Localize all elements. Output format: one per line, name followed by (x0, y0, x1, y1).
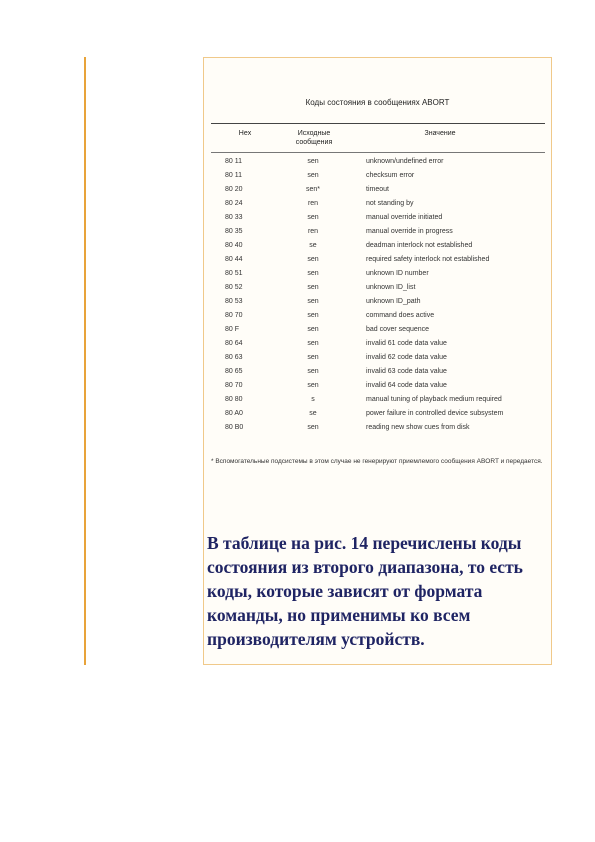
cell-hex: 80 11 (225, 172, 242, 179)
cell-source: sen* (305, 186, 320, 193)
table-row (211, 225, 545, 239)
cell-source: sen (307, 354, 319, 361)
cell-source: sen (307, 270, 319, 277)
cell-hex: 80 51 (225, 270, 243, 277)
cell-source: ren (307, 228, 319, 235)
table-row (211, 309, 545, 323)
cell-meaning: invalid 63 code data value (366, 368, 447, 375)
cell-meaning: invalid 61 code data value (366, 340, 447, 347)
cell-source: sen (307, 368, 319, 375)
cell-source: sen (307, 172, 319, 179)
table-row (211, 239, 545, 253)
cell-source: sen (307, 256, 319, 263)
cell-meaning: not standing by (366, 200, 414, 207)
cell-meaning: unknown/undefined error (366, 158, 444, 165)
table-row (211, 281, 545, 295)
cell-meaning: unknown ID_path (366, 298, 421, 305)
table-row (211, 407, 545, 421)
accent-line (84, 57, 86, 665)
cell-meaning: unknown ID number (366, 270, 429, 277)
cell-source: sen (307, 298, 319, 305)
cell-hex: 80 70 (225, 382, 243, 389)
table-body (211, 155, 545, 435)
header-source: Исходные сообщения (295, 130, 333, 146)
table-row (211, 323, 545, 337)
table-row (211, 211, 545, 225)
table-row (211, 337, 545, 351)
cell-source: sen (307, 158, 319, 165)
cell-meaning: manual override initiated (366, 214, 443, 221)
cell-meaning: checksum error (366, 172, 415, 179)
table-title: Коды состояния в сообщениях ABORT (305, 98, 450, 107)
table-row (211, 393, 545, 407)
table-row (211, 169, 545, 183)
cell-meaning: bad cover sequence (366, 326, 430, 333)
cell-source: se (309, 410, 317, 417)
table-footnote: * Вспомогательные подсистемы в этом случае не генерируют приемлемого сообщения ABORT и передается. (211, 458, 543, 465)
cell-meaning: manual override in progress (366, 228, 453, 235)
table-top-rule (211, 123, 545, 124)
cell-source: sen (307, 312, 319, 319)
cell-source: sen (307, 340, 319, 347)
cell-source: se (309, 242, 317, 249)
cell-source: sen (307, 284, 319, 291)
cell-source: sen (307, 424, 319, 431)
table-row (211, 365, 545, 379)
table-header-rule (211, 152, 545, 153)
cell-meaning: required safety interlock not established (366, 256, 490, 263)
cell-source: s (311, 396, 315, 403)
cell-hex: 80 20 (225, 186, 243, 193)
cell-hex: 80 B0 (225, 424, 244, 431)
table-row (211, 351, 545, 365)
cell-hex: 80 35 (225, 228, 243, 235)
cell-source: sen (307, 214, 319, 221)
cell-meaning: command does active (366, 312, 435, 319)
cell-meaning: deadman interlock not established (366, 242, 473, 249)
cell-hex: 80 53 (225, 298, 243, 305)
cell-hex: 80 52 (225, 284, 243, 291)
cell-source: ren (307, 200, 319, 207)
cell-hex: 80 70 (225, 312, 243, 319)
cell-meaning: timeout (366, 186, 389, 193)
cell-hex: 80 40 (225, 242, 243, 249)
header-hex: Hex (238, 130, 252, 137)
cell-meaning: reading new show cues from disk (366, 424, 470, 431)
cell-meaning: power failure in controlled device subsystem (366, 410, 504, 417)
cell-hex: 80 64 (225, 340, 243, 347)
cell-hex: 80 80 (225, 396, 243, 403)
table-row (211, 197, 545, 211)
cell-hex: 80 33 (225, 214, 243, 221)
cell-meaning: invalid 64 code data value (366, 382, 447, 389)
caption-text: В таблице на рис. 14 перечислены коды состояния из второго диапазона, то есть коды, которые зависят от формата команды, но применимы ко всем производителям устройств. (207, 533, 523, 649)
table-row (211, 253, 545, 267)
cell-hex: 80 A0 (225, 410, 243, 417)
table-row (211, 183, 545, 197)
cell-hex: 80 63 (225, 354, 243, 361)
header-meaning: Значение (424, 130, 456, 137)
cell-meaning: manual tuning of playback medium required (366, 396, 502, 403)
cell-hex: 80 F (225, 326, 240, 333)
cell-hex: 80 44 (225, 256, 243, 263)
table-row (211, 421, 545, 435)
table-row (211, 295, 545, 309)
table-row (211, 267, 545, 281)
cell-meaning: invalid 62 code data value (366, 354, 447, 361)
table-row (211, 379, 545, 393)
cell-hex: 80 24 (225, 200, 243, 207)
cell-hex: 80 65 (225, 368, 243, 375)
cell-source: sen (307, 382, 319, 389)
cell-source: sen (307, 326, 319, 333)
table-row (211, 155, 545, 169)
cell-hex: 80 11 (225, 158, 242, 165)
cell-meaning: unknown ID_list (366, 284, 416, 291)
